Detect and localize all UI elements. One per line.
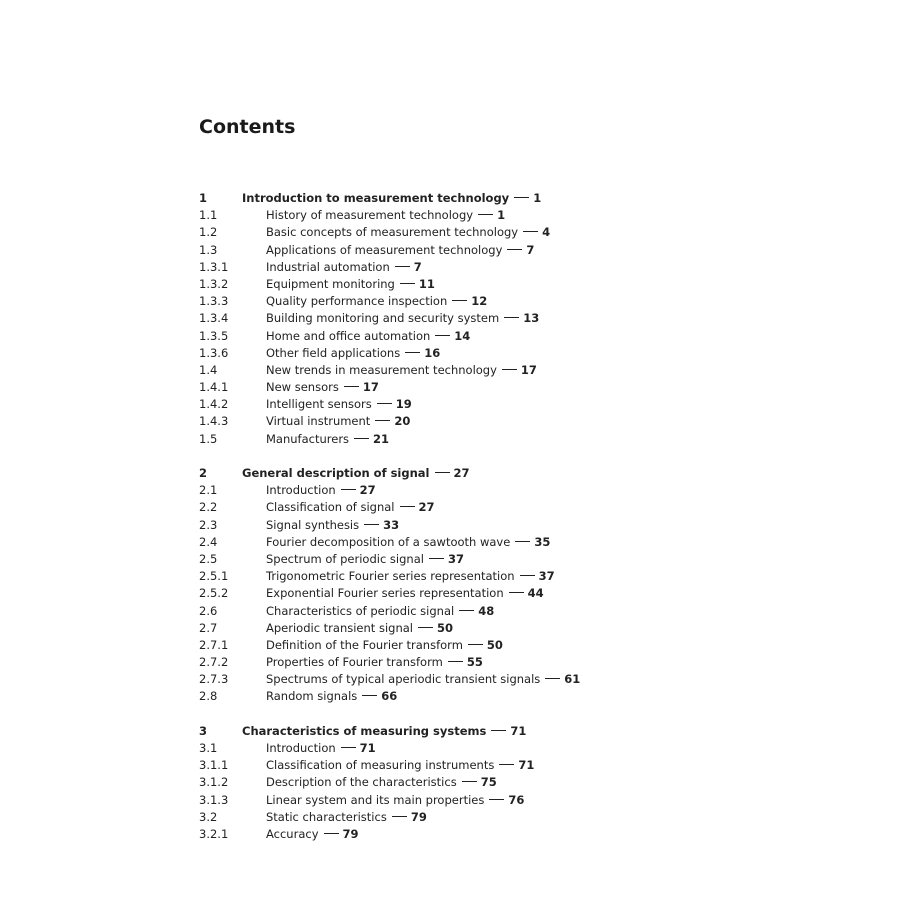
toc-entry-title: Spectrum of periodic signal bbox=[266, 551, 424, 566]
toc-page-number: 4 bbox=[542, 225, 551, 240]
toc-leader-dash bbox=[504, 317, 519, 318]
toc-entry-title: Introduction bbox=[266, 483, 336, 498]
toc-page-number: 50 bbox=[486, 637, 503, 652]
toc-page-number: 20 bbox=[394, 414, 411, 429]
toc-entry-number: 1.3.3 bbox=[199, 294, 229, 309]
toc-page-number: 71 bbox=[518, 758, 535, 773]
toc-page-number: 35 bbox=[534, 534, 551, 549]
toc-entry-title: Quality performance inspection bbox=[266, 294, 448, 309]
toc-section-entry[interactable] bbox=[199, 637, 619, 654]
toc-entry-title: Spectrums of typical aperiodic transient signals bbox=[266, 672, 541, 687]
toc-entry-text bbox=[266, 809, 427, 826]
toc-entry-number: 1.4.1 bbox=[199, 380, 229, 395]
toc-entry-text bbox=[266, 517, 399, 534]
toc-entry-title: History of measurement technology bbox=[266, 208, 474, 223]
toc-entry-number: 3.1.3 bbox=[199, 792, 229, 807]
toc-leader-dash bbox=[405, 352, 420, 353]
toc-entry-number: 2 bbox=[199, 466, 208, 480]
toc-leader-dash bbox=[395, 266, 410, 267]
toc-page-number: 37 bbox=[447, 551, 464, 566]
toc-entry-text bbox=[266, 276, 435, 293]
toc-page-number: 71 bbox=[359, 741, 376, 755]
toc-section-entry[interactable] bbox=[199, 259, 619, 276]
toc-page-number: 79 bbox=[342, 826, 359, 841]
toc-section-entry[interactable] bbox=[199, 293, 619, 310]
toc-section-entry[interactable] bbox=[199, 224, 619, 241]
toc-entry-title: Accuracy bbox=[266, 826, 319, 841]
toc-entry-number: 3.2.1 bbox=[199, 826, 229, 841]
toc-page-number: 19 bbox=[395, 397, 412, 412]
toc-section-entry[interactable] bbox=[199, 345, 619, 362]
toc-entry-title: Description of the characteristics bbox=[266, 775, 457, 790]
toc-entry-number: 1.3.1 bbox=[199, 259, 229, 274]
toc-page-number: 27 bbox=[453, 466, 470, 480]
toc-leader-dash bbox=[468, 644, 483, 645]
toc-section-entry[interactable] bbox=[199, 603, 619, 620]
toc-page-number: 71 bbox=[510, 723, 527, 738]
toc-leader-dash bbox=[354, 438, 369, 439]
toc-entry-text bbox=[242, 723, 526, 740]
toc-entry-title: Random signals bbox=[266, 689, 358, 704]
toc-leader-dash bbox=[459, 610, 474, 611]
toc-entry-title: Industrial automation bbox=[266, 259, 390, 274]
toc-entry-number: 2.5 bbox=[199, 551, 218, 566]
toc-section-entry[interactable] bbox=[199, 413, 619, 430]
toc-section-entry[interactable] bbox=[199, 568, 619, 585]
toc-entry-text bbox=[266, 585, 544, 602]
toc-entry-text bbox=[266, 482, 376, 499]
toc-entry-number: 1.3.2 bbox=[199, 276, 229, 291]
toc-entry-text bbox=[266, 757, 534, 774]
toc-page-number: 1 bbox=[533, 191, 542, 205]
toc-page-number: 33 bbox=[383, 517, 400, 532]
toc-entry-text bbox=[266, 293, 487, 310]
toc-section-entry[interactable] bbox=[199, 207, 619, 224]
toc-entry-number: 1.2 bbox=[199, 225, 218, 240]
toc-entry-number: 2.7.2 bbox=[199, 655, 229, 670]
toc-leader-dash bbox=[478, 214, 493, 215]
toc-leader-dash bbox=[502, 369, 517, 370]
toc-entry-text bbox=[266, 345, 440, 362]
toc-entry-text bbox=[266, 774, 497, 791]
toc-leader-dash bbox=[489, 799, 504, 800]
chapter-spacer bbox=[199, 448, 619, 465]
toc-section-entry[interactable] bbox=[199, 499, 619, 516]
toc-leader-dash bbox=[324, 833, 339, 834]
toc-entry-number: 1.3.4 bbox=[199, 311, 229, 326]
toc-entry-text bbox=[266, 396, 412, 413]
toc-entry-text bbox=[266, 654, 483, 671]
toc-entry-text bbox=[266, 379, 379, 396]
toc-page-number: 37 bbox=[538, 569, 555, 584]
toc-entry-number: 1.3 bbox=[199, 242, 218, 257]
toc-entry-title: Characteristics of measuring systems bbox=[242, 723, 487, 738]
toc-entry-title: Other field applications bbox=[266, 345, 401, 360]
toc-entry-number: 1 bbox=[199, 191, 208, 205]
toc-entry-number: 2.4 bbox=[199, 534, 218, 549]
toc-page-number: 11 bbox=[418, 276, 435, 291]
toc-entry-title: Home and office automation bbox=[266, 328, 431, 343]
toc-entry-number: 3.1.2 bbox=[199, 775, 229, 790]
toc-leader-dash bbox=[435, 472, 450, 473]
toc-page-number: 7 bbox=[526, 242, 535, 257]
toc-page-number: 79 bbox=[410, 809, 427, 824]
toc-entry-number: 3 bbox=[199, 723, 208, 738]
toc-leader-dash bbox=[341, 489, 356, 490]
page-title: Contents bbox=[199, 116, 296, 138]
toc-page-number: 27 bbox=[359, 483, 376, 498]
toc-leader-dash bbox=[344, 386, 359, 387]
toc-entry-number: 2.5.1 bbox=[199, 569, 229, 584]
toc-entry-title: Characteristics of periodic signal bbox=[266, 603, 455, 618]
toc-section-entry[interactable] bbox=[199, 688, 619, 705]
toc-entry-title: New sensors bbox=[266, 380, 339, 395]
toc-entry-title: Aperiodic transient signal bbox=[266, 620, 413, 635]
toc-entry-number: 2.1 bbox=[199, 483, 218, 498]
toc-leader-dash bbox=[429, 558, 444, 559]
toc-entry-text bbox=[266, 534, 550, 551]
toc-entry-text bbox=[266, 637, 503, 654]
toc-section-entry[interactable] bbox=[199, 328, 619, 345]
table-of-contents bbox=[199, 190, 619, 843]
toc-section-entry[interactable] bbox=[199, 276, 619, 293]
toc-section-entry[interactable] bbox=[199, 431, 619, 448]
toc-entry-title: Manufacturers bbox=[266, 431, 350, 446]
toc-leader-dash bbox=[545, 678, 560, 679]
toc-entry-number: 3.2 bbox=[199, 809, 218, 824]
toc-leader-dash bbox=[392, 816, 407, 817]
toc-entry-title: Properties of Fourier transform bbox=[266, 655, 443, 670]
toc-entry-title: Signal synthesis bbox=[266, 517, 360, 532]
toc-leader-dash bbox=[514, 197, 529, 198]
toc-leader-dash bbox=[462, 781, 477, 782]
toc-entry-text bbox=[266, 207, 505, 224]
toc-page-number: 14 bbox=[454, 328, 471, 343]
toc-entry-text bbox=[266, 328, 470, 345]
toc-entry-number: 3.1 bbox=[199, 741, 218, 755]
toc-entry-text bbox=[266, 826, 359, 843]
toc-entry-title: Intelligent sensors bbox=[266, 397, 372, 412]
toc-leader-dash bbox=[435, 335, 450, 336]
toc-entry-title: Linear system and its main properties bbox=[266, 792, 485, 807]
toc-leader-dash bbox=[509, 592, 524, 593]
toc-section-entry[interactable] bbox=[199, 242, 619, 259]
toc-section-entry[interactable] bbox=[199, 826, 619, 843]
toc-section-entry[interactable] bbox=[199, 585, 619, 602]
toc-entry-text bbox=[266, 362, 537, 379]
toc-entry-text bbox=[266, 413, 410, 430]
toc-entry-text bbox=[266, 310, 539, 327]
toc-page-number: 50 bbox=[436, 620, 453, 635]
toc-section-entry[interactable] bbox=[199, 740, 619, 757]
toc-leader-dash bbox=[523, 231, 538, 232]
toc-entry-number: 2.2 bbox=[199, 500, 218, 515]
toc-entry-title: Static characteristics bbox=[266, 809, 387, 824]
toc-entry-title: Introduction to measurement technology bbox=[242, 191, 510, 205]
toc-entry-text bbox=[266, 792, 524, 809]
toc-section-entry[interactable] bbox=[199, 757, 619, 774]
toc-section-entry[interactable] bbox=[199, 654, 619, 671]
toc-section-entry[interactable] bbox=[199, 620, 619, 637]
toc-entry-text bbox=[242, 465, 470, 482]
toc-page-number: 12 bbox=[471, 294, 488, 309]
toc-section-entry[interactable] bbox=[199, 482, 619, 499]
toc-entry-number: 2.7 bbox=[199, 620, 218, 635]
toc-entry-title: Equipment monitoring bbox=[266, 276, 395, 291]
toc-entry-number: 2.8 bbox=[199, 689, 218, 704]
toc-page-number: 1 bbox=[497, 208, 506, 223]
toc-entry-title: New trends in measurement technology bbox=[266, 362, 497, 377]
toc-page-number: 13 bbox=[523, 311, 540, 326]
toc-section-entry[interactable] bbox=[199, 362, 619, 379]
toc-entry-number: 2.5.2 bbox=[199, 586, 229, 601]
chapter-spacer bbox=[199, 706, 619, 723]
toc-entry-number: 3.1.1 bbox=[199, 758, 229, 773]
toc-entry-text bbox=[266, 499, 435, 516]
toc-leader-dash bbox=[375, 420, 390, 421]
toc-entry-number: 2.3 bbox=[199, 517, 218, 532]
toc-entry-number: 1.5 bbox=[199, 431, 218, 446]
toc-entry-number: 1.3.5 bbox=[199, 328, 229, 343]
toc-section-entry[interactable] bbox=[199, 792, 619, 809]
toc-entry-text bbox=[266, 688, 397, 705]
toc-section-entry[interactable] bbox=[199, 379, 619, 396]
toc-chapter-entry[interactable] bbox=[199, 190, 619, 207]
toc-section-entry[interactable] bbox=[199, 534, 619, 551]
toc-entry-title: Exponential Fourier series representation bbox=[266, 586, 504, 601]
toc-entry-title: Classification of signal bbox=[266, 500, 395, 515]
toc-page-number: 44 bbox=[527, 586, 544, 601]
toc-leader-dash bbox=[491, 730, 506, 731]
toc-leader-dash bbox=[515, 541, 530, 542]
toc-entry-text bbox=[266, 242, 534, 259]
toc-leader-dash bbox=[341, 747, 356, 748]
toc-entry-text bbox=[266, 603, 494, 620]
toc-leader-dash bbox=[507, 249, 522, 250]
toc-section-entry[interactable] bbox=[199, 517, 619, 534]
toc-entry-title: Basic concepts of measurement technology bbox=[266, 225, 519, 240]
toc-entry-text bbox=[266, 740, 376, 757]
toc-page-number: 55 bbox=[466, 655, 483, 670]
toc-page-number: 66 bbox=[381, 689, 398, 704]
toc-entry-title: Building monitoring and security system bbox=[266, 311, 500, 326]
toc-entry-text bbox=[242, 190, 541, 207]
toc-page-number: 21 bbox=[373, 431, 390, 446]
toc-entry-text bbox=[266, 620, 453, 637]
toc-section-entry[interactable] bbox=[199, 396, 619, 413]
toc-section-entry[interactable] bbox=[199, 774, 619, 791]
toc-leader-dash bbox=[377, 403, 392, 404]
toc-entry-number: 1.1 bbox=[199, 208, 218, 223]
toc-entry-text bbox=[266, 551, 464, 568]
toc-entry-title: Virtual instrument bbox=[266, 414, 371, 429]
toc-entry-number: 2.6 bbox=[199, 603, 218, 618]
toc-page-number: 76 bbox=[508, 792, 525, 807]
toc-page-number: 16 bbox=[424, 345, 441, 360]
toc-chapter-entry[interactable] bbox=[199, 723, 619, 740]
toc-entry-title: Fourier decomposition of a sawtooth wave bbox=[266, 534, 511, 549]
toc-leader-dash bbox=[520, 575, 535, 576]
toc-page-number: 61 bbox=[564, 672, 581, 687]
toc-chapter-entry[interactable] bbox=[199, 465, 619, 482]
toc-section-entry[interactable] bbox=[199, 551, 619, 568]
toc-leader-dash bbox=[400, 283, 415, 284]
toc-entry-text bbox=[266, 431, 389, 448]
toc-entry-text bbox=[266, 224, 550, 241]
toc-leader-dash bbox=[362, 695, 377, 696]
toc-entry-title: Introduction bbox=[266, 741, 336, 755]
toc-section-entry[interactable] bbox=[199, 310, 619, 327]
toc-entry-title: Classification of measuring instruments bbox=[266, 758, 495, 773]
toc-page-number: 75 bbox=[480, 775, 497, 790]
toc-entry-text bbox=[266, 568, 555, 585]
toc-leader-dash bbox=[418, 627, 433, 628]
toc-page-number: 27 bbox=[418, 500, 435, 515]
toc-page-number: 17 bbox=[362, 380, 379, 395]
toc-entry-text bbox=[266, 671, 580, 688]
toc-section-entry[interactable] bbox=[199, 809, 619, 826]
toc-leader-dash bbox=[452, 300, 467, 301]
toc-entry-number: 1.3.6 bbox=[199, 345, 229, 360]
toc-entry-title: Definition of the Fourier transform bbox=[266, 637, 463, 652]
toc-section-entry[interactable] bbox=[199, 671, 619, 688]
toc-entry-title: General description of signal bbox=[242, 466, 430, 480]
toc-page-number: 17 bbox=[520, 362, 537, 377]
toc-entry-title: Applications of measurement technology bbox=[266, 242, 503, 257]
toc-entry-title: Trigonometric Fourier series representation bbox=[266, 569, 515, 584]
toc-page-number: 48 bbox=[478, 603, 495, 618]
toc-leader-dash bbox=[499, 764, 514, 765]
toc-leader-dash bbox=[364, 524, 379, 525]
toc-leader-dash bbox=[448, 661, 463, 662]
toc-entry-number: 1.4.2 bbox=[199, 397, 229, 412]
toc-entry-number: 1.4 bbox=[199, 362, 218, 377]
toc-leader-dash bbox=[400, 506, 415, 507]
toc-entry-number: 1.4.3 bbox=[199, 414, 229, 429]
toc-page-number: 7 bbox=[413, 259, 422, 274]
toc-entry-number: 2.7.1 bbox=[199, 637, 229, 652]
toc-entry-text bbox=[266, 259, 422, 276]
toc-entry-number: 2.7.3 bbox=[199, 672, 229, 687]
